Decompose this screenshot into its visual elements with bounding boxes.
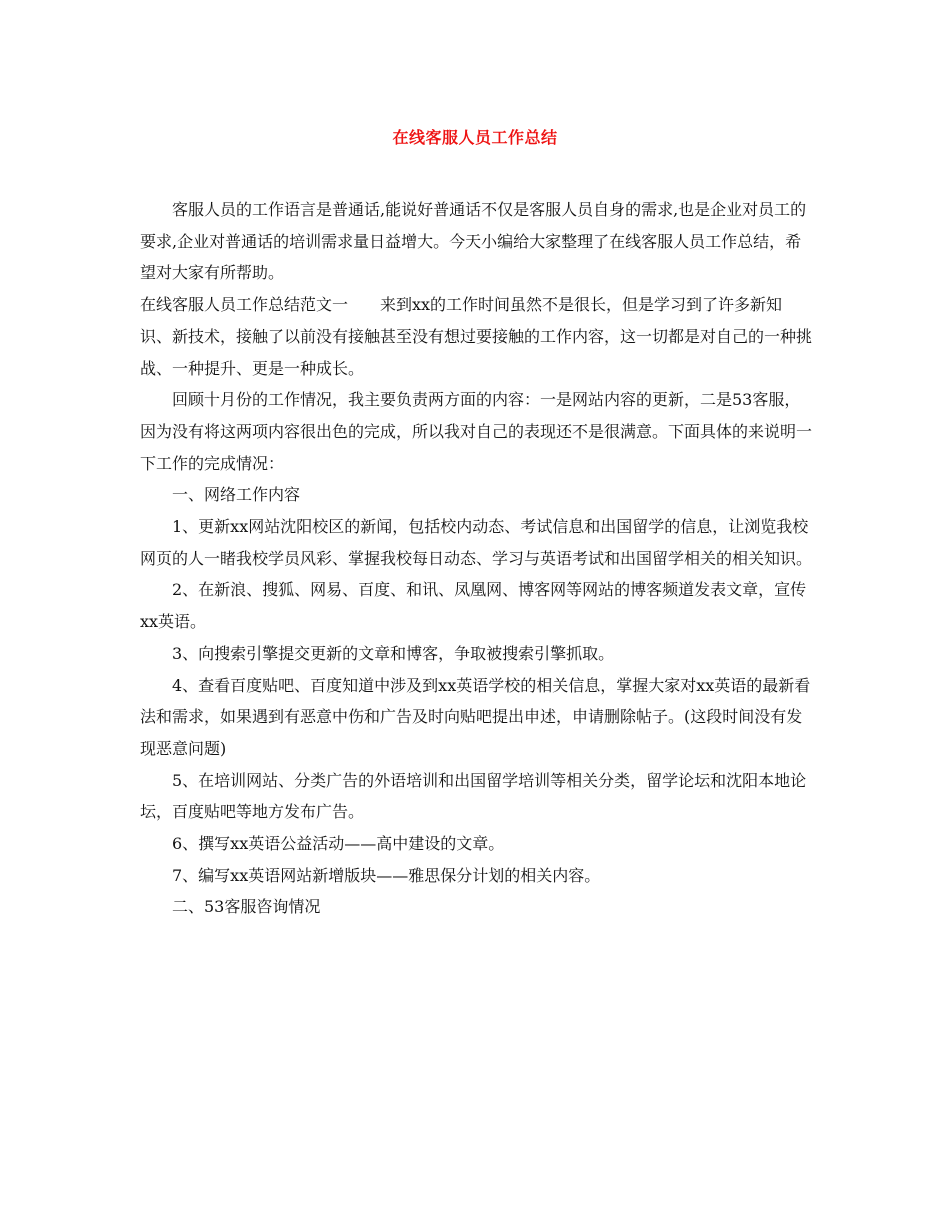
list-item-4: 4、查看百度贴吧、百度知道中涉及到xx英语学校的相关信息，掌握大家对xx英语的最新看法和需求，如果遇到有恶意中伤和广告及时向贴吧提出申述，申请删除帖子。(这段时间没有发现恶意问题) bbox=[140, 675, 811, 758]
paragraph-review: 回顾十月份的工作情况，我主要负责两方面的内容：一是网站内容的更新，二是53客服，因为没有将这两项内容很出色的完成，所以我对自己的表现还不是很满意。下面具体的来说明一下工作的完成情况： bbox=[140, 390, 813, 473]
section-heading-network-work: 一、网络工作内容 bbox=[172, 485, 301, 505]
paragraph-sample-one: 在线客服人员工作总结范文一 来到xx的工作时间虽然不是很长，但是学习到了许多新知识、新技术，接触了以前没有接触甚至没有想过要接触的工作内容，这一切都是对自己的一种挑战、一种提升、更是一种成长。 bbox=[140, 295, 813, 378]
document-body bbox=[140, 194, 812, 923]
paragraph-intro: 客服人员的工作语言是普通话,能说好普通话不仅是客服人员自身的需求,也是企业对员工的要求,企业对普通话的培训需求量日益增大。今天小编给大家整理了在线客服人员工作总结，希望对大家有所帮助。 bbox=[140, 200, 807, 283]
list-item-1: 1、更新xx网站沈阳校区的新闻，包括校内动态、考试信息和出国留学的信息，让浏览我校网页的人一睹我校学员风彩、掌握我校每日动态、学习与英语考试和出国留学相关的相关知识。 bbox=[140, 517, 813, 568]
list-item-6: 6、撰写xx英语公益活动——高中建设的文章。 bbox=[172, 834, 505, 854]
list-item-3: 3、向搜索引擎提交更新的文章和博客，争取被搜索引擎抓取。 bbox=[172, 643, 615, 663]
section-heading-customer-service: 二、53客服咨询情况 bbox=[172, 897, 321, 917]
list-item-7: 7、编写xx英语网站新增版块——雅思保分计划的相关内容。 bbox=[172, 865, 601, 885]
list-item-2: 2、在新浪、搜狐、网易、百度、和讯、凤凰网、博客网等网站的博客频道发表文章，宣传xx英语。 bbox=[140, 580, 807, 632]
list-item-5: 5、在培训网站、分类广告的外语培训和出国留学培训等相关分类，留学论坛和沈阳本地论坛，百度贴吧等地方发布广告。 bbox=[140, 770, 807, 822]
document-title: 在线客服人员工作总结 bbox=[392, 128, 558, 147]
